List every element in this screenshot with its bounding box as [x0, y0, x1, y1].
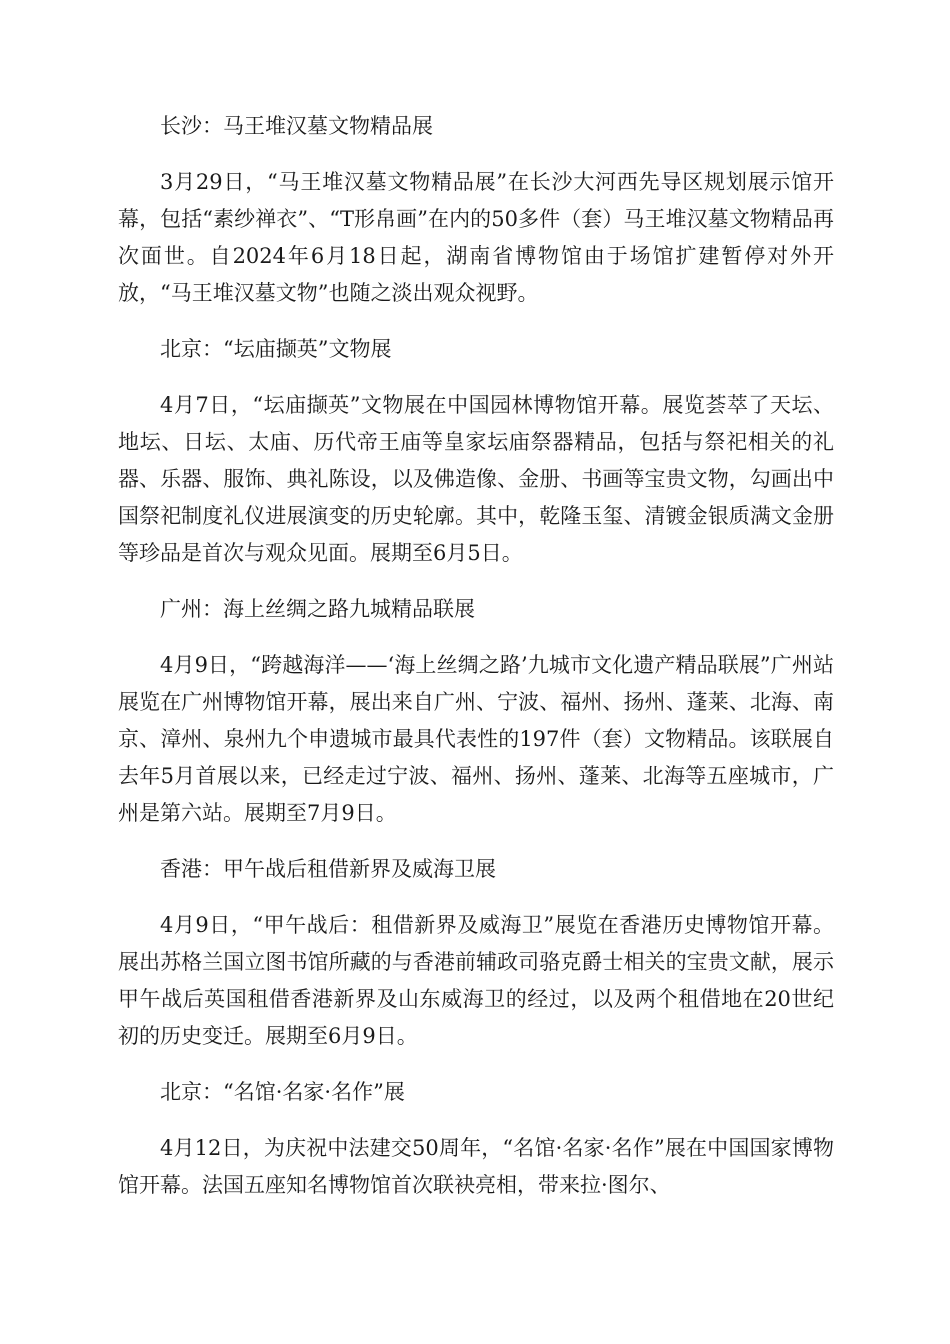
- section-heading-beijing-tanmiao: 北京：“坛庙撷英”文物展: [160, 337, 392, 361]
- section-body-beijing-mingguan: 4月12日，为庆祝中法建交50周年，“名馆·名家·名作”展在中国国家博物馆开幕。法国五座知名博物馆首次联袂亮相，带来拉·图尔、: [118, 1136, 834, 1197]
- section-body-beijing-tanmiao: 4月7日，“坛庙撷英”文物展在中国园林博物馆开幕。展览荟萃了天坛、地坛、日坛、太庙、历代帝王庙等皇家坛庙祭器精品，包括与祭祀相关的礼器、乐器、服饰、典礼陈设，以及佛造像、金册、书画等宝贵文物，勾画出中国祭祀制度礼仪进展演变的历史轮廓。其中，乾隆玉玺、清镀金银质满文金册等珍品是首次与观众见面。展期至6月5日。: [118, 393, 834, 565]
- section-body-changsha: 3月29日，“马王堆汉墓文物精品展”在长沙大河西先导区规划展示馆开幕，包括“素纱禅衣”、“T形帛画”在内的50多件（套）马王堆汉墓文物精品再次面世。自2024年6月18日起，湖南省博物馆由于场馆扩建暂停对外开放，“马王堆汉墓文物”也随之淡出观众视野。: [118, 170, 834, 305]
- section-body-guangzhou: 4月9日，“跨越海洋——‘海上丝绸之路’九城市文化遗产精品联展”广州站展览在广州博物馆开幕，展出来自广州、宁波、福州、扬州、蓬莱、北海、南京、漳州、泉州九个申遗城市最具代表性的197件（套）文物精品。该联展自去年5月首展以来，已经走过宁波、福州、扬州、蓬莱、北海等五座城市，广州是第六站。展期至7月9日。: [118, 653, 834, 825]
- section-heading-guangzhou: 广州：海上丝绸之路九城精品联展: [160, 597, 475, 621]
- section-heading-changsha: 长沙：马王堆汉墓文物精品展: [160, 114, 433, 138]
- section-heading-hongkong: 香港：甲午战后租借新界及威海卫展: [160, 857, 496, 881]
- section-body-hongkong: 4月9日，“甲午战后：租借新界及威海卫”展览在香港历史博物馆开幕。展出苏格兰国立图书馆所藏的与香港前辅政司骆克爵士相关的宝贵文献，展示甲午战后英国租借香港新界及山东威海卫的经过，以及两个租借地在20世纪初的历史变迁。展期至6月9日。: [118, 913, 834, 1048]
- section-heading-beijing-mingguan: 北京：“名馆·名家·名作”展: [160, 1080, 405, 1104]
- article-body: [118, 108, 834, 1223]
